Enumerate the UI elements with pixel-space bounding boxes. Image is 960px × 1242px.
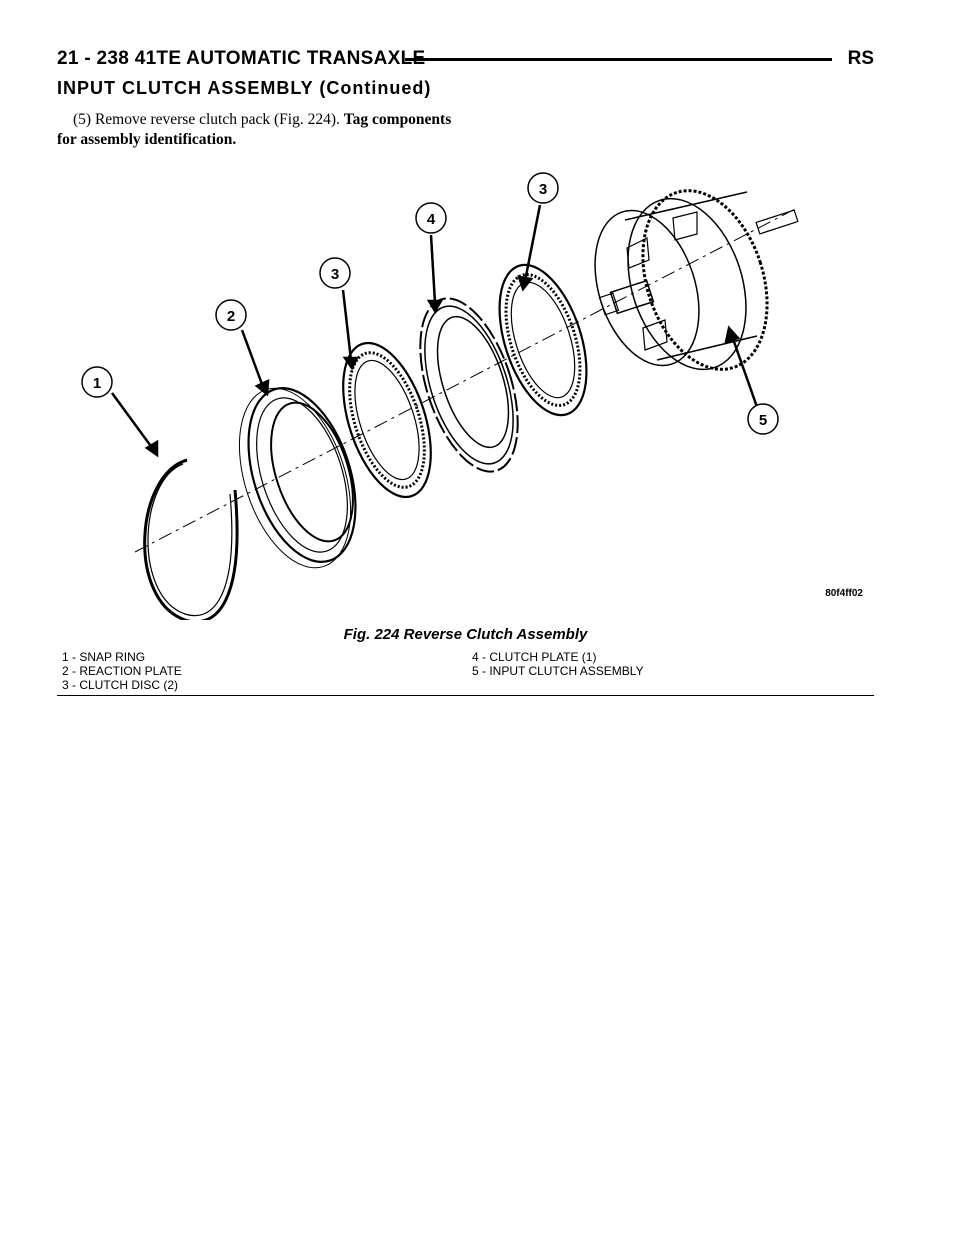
legend-item: 3 - CLUTCH DISC (2) (62, 678, 179, 692)
svg-text:3: 3 (330, 266, 340, 283)
reverse-clutch-assembly-illustration (57, 160, 874, 620)
legend-item: 2 - REACTION PLATE (62, 664, 182, 678)
figure-id-label: 80f4ff02 (825, 588, 863, 599)
input-clutch-assembly-illustration (577, 175, 798, 386)
legend-item: 4 - CLUTCH PLATE (1) (472, 650, 597, 664)
header-rule (405, 58, 832, 61)
procedure-step (57, 110, 453, 150)
svg-text:1: 1 (92, 375, 102, 392)
svg-text:3: 3 (538, 181, 548, 198)
svg-text:5: 5 (758, 412, 768, 429)
legend-item: 5 - INPUT CLUTCH ASSEMBLY (472, 664, 644, 678)
page-header (57, 48, 874, 74)
model-code: RS (847, 48, 874, 69)
step-text: (5) Remove reverse clutch pack (Fig. 224). (73, 111, 340, 128)
legend-item: 1 - SNAP RING (62, 650, 146, 664)
assembly-centerline (135, 208, 797, 552)
step-note: Tag components for assembly identification. (57, 111, 452, 148)
callout-4 (416, 203, 446, 233)
legend-rule (57, 695, 874, 696)
callout-1 (82, 367, 112, 397)
page-number-and-chapter: 21 - 238 41TE AUTOMATIC TRANSAXLE (57, 48, 426, 69)
clutch-plate-illustration (401, 286, 537, 483)
callout-3-front (320, 258, 350, 288)
callout-3-rear (528, 173, 558, 203)
callout-leaders (112, 205, 757, 455)
svg-text:2: 2 (226, 308, 236, 325)
legend-column-right (472, 650, 644, 678)
section-title: INPUT CLUTCH ASSEMBLY (Continued) (57, 78, 432, 98)
svg-text:4: 4 (426, 211, 436, 228)
legend-column-left (62, 650, 182, 692)
figure-caption: Fig. 224 Reverse Clutch Assembly (343, 626, 588, 643)
reaction-plate-illustration (219, 374, 376, 582)
callout-5 (748, 404, 778, 434)
snap-ring-illustration (145, 460, 237, 620)
callout-2 (216, 300, 246, 330)
